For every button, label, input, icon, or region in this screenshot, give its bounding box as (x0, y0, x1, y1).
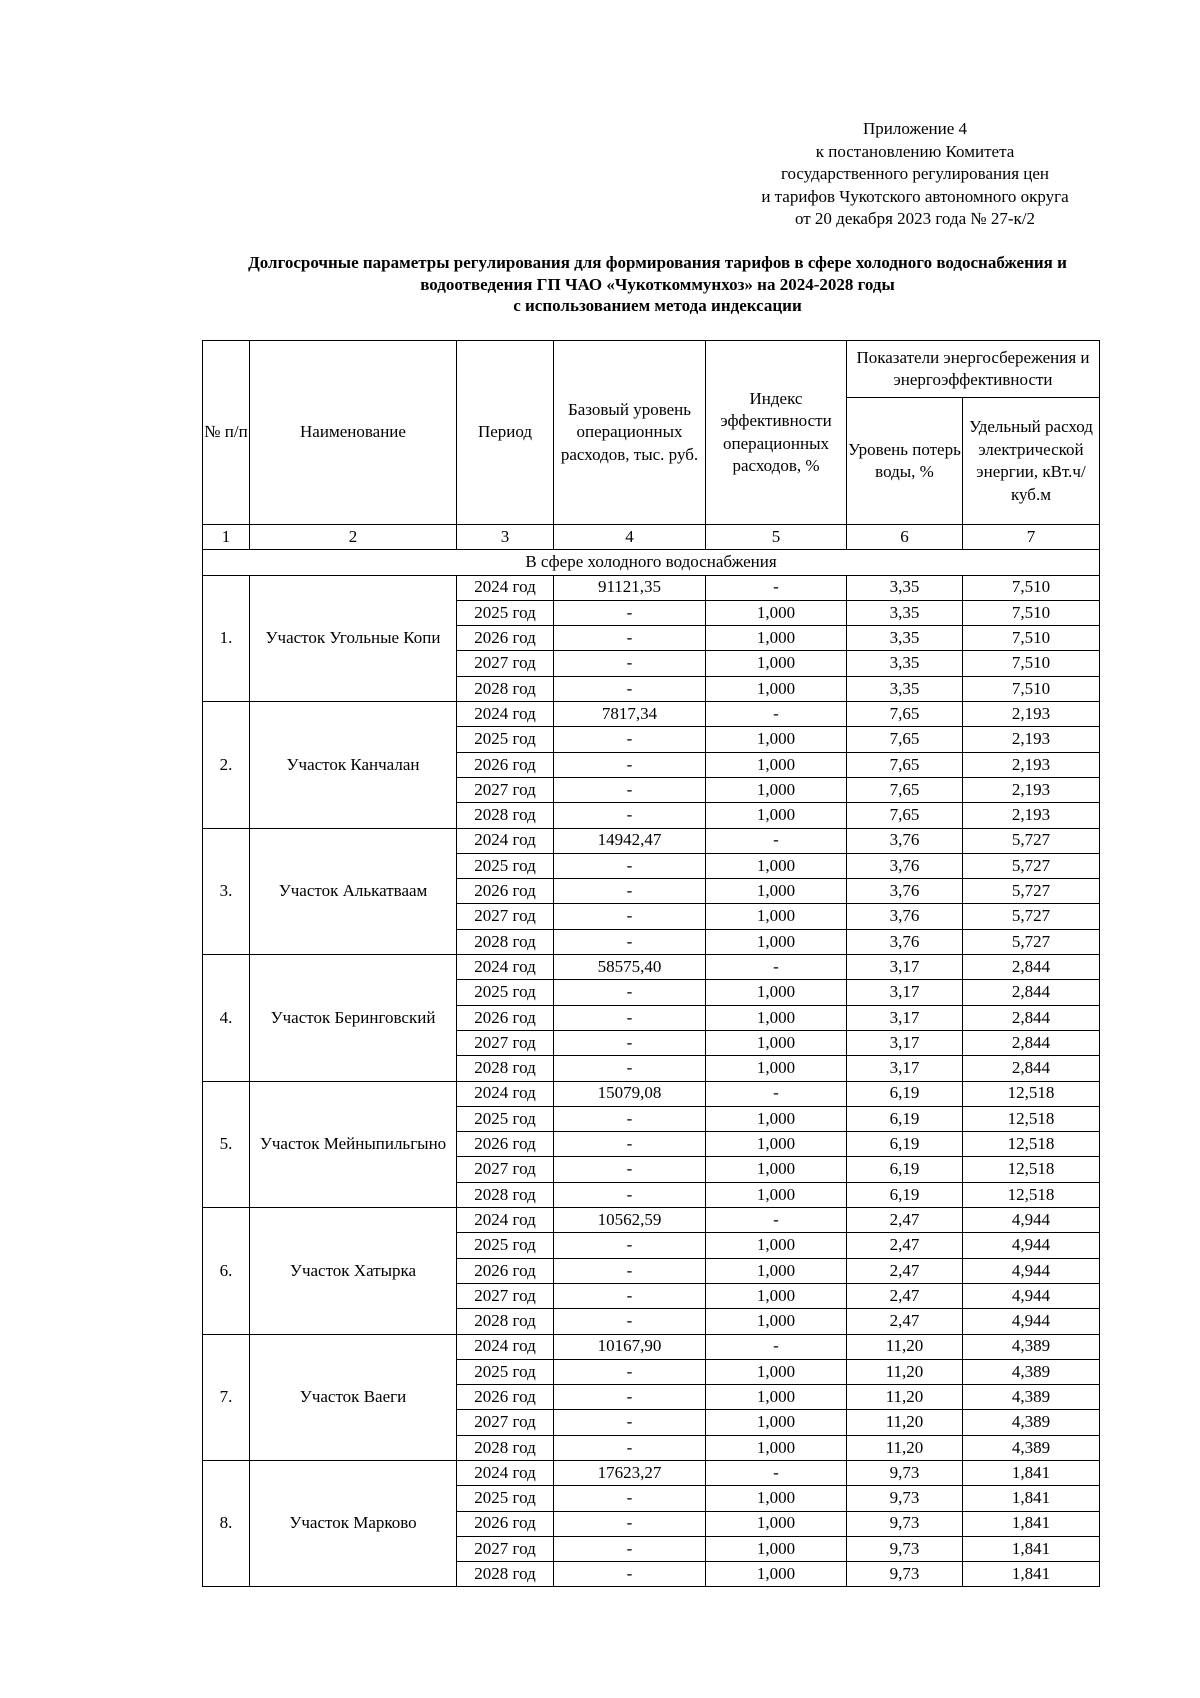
base-level-cell: 10562,59 (554, 1208, 706, 1233)
efficiency-index-cell: 1,000 (706, 651, 847, 676)
energy-cell: 5,727 (963, 929, 1100, 954)
efficiency-index-cell: 1,000 (706, 1283, 847, 1308)
energy-cell: 2,844 (963, 1056, 1100, 1081)
efficiency-index-cell: 1,000 (706, 980, 847, 1005)
water-loss-cell: 2,47 (847, 1208, 963, 1233)
base-level-cell: - (554, 1385, 706, 1410)
base-level-cell: - (554, 651, 706, 676)
period-cell: 2026 год (457, 879, 554, 904)
period-cell: 2024 год (457, 828, 554, 853)
site-number: 8. (203, 1460, 250, 1586)
base-level-cell: - (554, 752, 706, 777)
appendix-line: Приложение 4 (863, 119, 967, 138)
base-level-cell: 17623,27 (554, 1460, 706, 1485)
efficiency-index-cell: 1,000 (706, 1233, 847, 1258)
water-loss-cell: 3,76 (847, 828, 963, 853)
period-cell: 2027 год (457, 777, 554, 802)
water-loss-cell: 9,73 (847, 1460, 963, 1485)
base-level-cell: - (554, 904, 706, 929)
energy-cell: 2,844 (963, 1030, 1100, 1055)
efficiency-index-cell: 1,000 (706, 1132, 847, 1157)
site-name: Участок Канчалан (250, 702, 457, 828)
period-cell: 2027 год (457, 1283, 554, 1308)
site-name: Участок Марково (250, 1460, 457, 1586)
water-loss-cell: 3,35 (847, 626, 963, 651)
table-row (203, 1081, 1100, 1106)
efficiency-index-cell: 1,000 (706, 1005, 847, 1030)
energy-cell: 1,841 (963, 1460, 1100, 1485)
period-cell: 2027 год (457, 1030, 554, 1055)
efficiency-index-cell: 1,000 (706, 1486, 847, 1511)
water-loss-cell: 3,76 (847, 853, 963, 878)
water-loss-cell: 11,20 (847, 1435, 963, 1460)
efficiency-index-cell: - (706, 828, 847, 853)
period-cell: 2024 год (457, 1081, 554, 1106)
base-level-cell: - (554, 727, 706, 752)
site-name: Участок Алькатваам (250, 828, 457, 954)
water-loss-cell: 11,20 (847, 1334, 963, 1359)
period-cell: 2028 год (457, 803, 554, 828)
water-loss-cell: 2,47 (847, 1283, 963, 1308)
header-efficiency-index: Индекс эффективности операционных расходов, % (706, 341, 847, 525)
water-loss-cell: 6,19 (847, 1106, 963, 1131)
efficiency-index-cell: 1,000 (706, 803, 847, 828)
site-number: 6. (203, 1208, 250, 1334)
base-level-cell: 91121,35 (554, 575, 706, 600)
base-level-cell: - (554, 626, 706, 651)
water-loss-cell: 7,65 (847, 702, 963, 727)
column-number: 4 (554, 525, 706, 550)
base-level-cell: 10167,90 (554, 1334, 706, 1359)
efficiency-index-cell: 1,000 (706, 1258, 847, 1283)
efficiency-index-cell: - (706, 1081, 847, 1106)
period-cell: 2028 год (457, 1182, 554, 1207)
energy-cell: 12,518 (963, 1081, 1100, 1106)
period-cell: 2024 год (457, 955, 554, 980)
site-number: 1. (203, 575, 250, 701)
energy-cell: 2,193 (963, 803, 1100, 828)
title-line: Долгосрочные параметры регулирования для формирования тарифов в сфере холодного водоснабжения и (248, 253, 1067, 272)
energy-cell: 12,518 (963, 1132, 1100, 1157)
site-name: Участок Ваеги (250, 1334, 457, 1460)
efficiency-index-cell: - (706, 1334, 847, 1359)
period-cell: 2027 год (457, 904, 554, 929)
energy-cell: 7,510 (963, 626, 1100, 651)
period-cell: 2025 год (457, 1233, 554, 1258)
base-level-cell: - (554, 777, 706, 802)
water-loss-cell: 9,73 (847, 1511, 963, 1536)
site-number: 4. (203, 955, 250, 1081)
base-level-cell: 7817,34 (554, 702, 706, 727)
base-level-cell: - (554, 1410, 706, 1435)
header-num: № п/п (203, 341, 250, 525)
water-loss-cell: 7,65 (847, 727, 963, 752)
period-cell: 2028 год (457, 1056, 554, 1081)
site-name: Участок Мейныпильгыно (250, 1081, 457, 1207)
energy-cell: 7,510 (963, 651, 1100, 676)
water-loss-cell: 7,65 (847, 803, 963, 828)
period-cell: 2026 год (457, 1258, 554, 1283)
energy-cell: 4,389 (963, 1334, 1100, 1359)
header-energy-consumption: Удельный расход электрической энергии, кВт.ч/куб.м (963, 398, 1100, 525)
efficiency-index-cell: 1,000 (706, 1030, 847, 1055)
period-cell: 2027 год (457, 651, 554, 676)
water-loss-cell: 11,20 (847, 1359, 963, 1384)
header-name: Наименование (250, 341, 457, 525)
efficiency-index-cell: 1,000 (706, 600, 847, 625)
energy-cell: 4,944 (963, 1208, 1100, 1233)
efficiency-index-cell: 1,000 (706, 1056, 847, 1081)
energy-cell: 12,518 (963, 1106, 1100, 1131)
period-cell: 2026 год (457, 1132, 554, 1157)
energy-cell: 4,389 (963, 1359, 1100, 1384)
column-number: 6 (847, 525, 963, 550)
base-level-cell: - (554, 803, 706, 828)
table-body (203, 575, 1100, 1587)
water-loss-cell: 3,17 (847, 1030, 963, 1055)
period-cell: 2026 год (457, 1511, 554, 1536)
efficiency-index-cell: 1,000 (706, 1435, 847, 1460)
title-line: водоотведения ГП ЧАО «Чукоткоммунхоз» на 2024-2028 годы (420, 274, 895, 294)
energy-cell: 2,844 (963, 980, 1100, 1005)
base-level-cell: - (554, 1106, 706, 1131)
base-level-cell: - (554, 676, 706, 701)
energy-cell: 2,193 (963, 752, 1100, 777)
site-name: Участок Хатырка (250, 1208, 457, 1334)
period-cell: 2025 год (457, 600, 554, 625)
site-name: Участок Беринговский (250, 955, 457, 1081)
column-number: 3 (457, 525, 554, 550)
period-cell: 2028 год (457, 676, 554, 701)
base-level-cell: - (554, 929, 706, 954)
header-base-level: Базовый уровень операционных расходов, тыс. руб. (554, 341, 706, 525)
base-level-cell: 58575,40 (554, 955, 706, 980)
period-cell: 2025 год (457, 1486, 554, 1511)
water-loss-cell: 6,19 (847, 1157, 963, 1182)
period-cell: 2025 год (457, 980, 554, 1005)
water-loss-cell: 9,73 (847, 1536, 963, 1561)
energy-cell: 1,841 (963, 1536, 1100, 1561)
appendix-line: к постановлению Комитета (815, 141, 1015, 161)
efficiency-index-cell: - (706, 955, 847, 980)
base-level-cell: - (554, 879, 706, 904)
table-row (203, 955, 1100, 980)
water-loss-cell: 3,35 (847, 651, 963, 676)
efficiency-index-cell: 1,000 (706, 676, 847, 701)
base-level-cell: - (554, 1359, 706, 1384)
period-cell: 2025 год (457, 727, 554, 752)
efficiency-index-cell: 1,000 (706, 1106, 847, 1131)
efficiency-index-cell: 1,000 (706, 727, 847, 752)
appendix-line: от 20 декабря 2023 года № 27-к/2 (794, 209, 1036, 229)
period-cell: 2025 год (457, 1359, 554, 1384)
water-loss-cell: 2,47 (847, 1309, 963, 1334)
energy-cell: 4,389 (963, 1385, 1100, 1410)
water-loss-cell: 2,47 (847, 1233, 963, 1258)
document-title (195, 252, 1120, 317)
efficiency-index-cell: 1,000 (706, 1385, 847, 1410)
water-loss-cell: 6,19 (847, 1132, 963, 1157)
period-cell: 2024 год (457, 1334, 554, 1359)
column-number: 2 (250, 525, 457, 550)
energy-cell: 12,518 (963, 1182, 1100, 1207)
base-level-cell: - (554, 600, 706, 625)
water-loss-cell: 3,35 (847, 676, 963, 701)
base-level-cell: - (554, 1132, 706, 1157)
base-level-cell: - (554, 1233, 706, 1258)
period-cell: 2024 год (457, 702, 554, 727)
water-loss-cell: 9,73 (847, 1562, 963, 1587)
base-level-cell: - (554, 1030, 706, 1055)
table-row (203, 828, 1100, 853)
efficiency-index-cell: 1,000 (706, 626, 847, 651)
efficiency-index-cell: 1,000 (706, 853, 847, 878)
period-cell: 2027 год (457, 1536, 554, 1561)
energy-cell: 5,727 (963, 904, 1100, 929)
period-cell: 2025 год (457, 853, 554, 878)
appendix-line: и тарифов Чукотского автономного округа (761, 186, 1069, 206)
base-level-cell: - (554, 1283, 706, 1308)
site-number: 5. (203, 1081, 250, 1207)
water-loss-cell: 3,17 (847, 980, 963, 1005)
energy-cell: 4,944 (963, 1233, 1100, 1258)
energy-cell: 1,841 (963, 1486, 1100, 1511)
efficiency-index-cell: 1,000 (706, 777, 847, 802)
period-cell: 2024 год (457, 1208, 554, 1233)
water-loss-cell: 3,17 (847, 955, 963, 980)
period-cell: 2026 год (457, 626, 554, 651)
tariff-parameters-table (202, 340, 1100, 1587)
base-level-cell: - (554, 1258, 706, 1283)
water-loss-cell: 6,19 (847, 1182, 963, 1207)
energy-cell: 7,510 (963, 575, 1100, 600)
energy-cell: 4,389 (963, 1435, 1100, 1460)
base-level-cell: - (554, 1536, 706, 1561)
energy-cell: 1,841 (963, 1511, 1100, 1536)
table-row (203, 575, 1100, 600)
efficiency-index-cell: - (706, 702, 847, 727)
period-cell: 2028 год (457, 1435, 554, 1460)
base-level-cell: - (554, 1486, 706, 1511)
water-loss-cell: 6,19 (847, 1081, 963, 1106)
water-loss-cell: 3,35 (847, 575, 963, 600)
energy-cell: 5,727 (963, 828, 1100, 853)
efficiency-index-cell: 1,000 (706, 1157, 847, 1182)
efficiency-index-cell: 1,000 (706, 879, 847, 904)
header-water-loss: Уровень потерь воды, % (847, 398, 963, 525)
water-loss-cell: 3,76 (847, 879, 963, 904)
energy-cell: 2,193 (963, 727, 1100, 752)
period-cell: 2027 год (457, 1157, 554, 1182)
header-energy-group: Показатели энергосбережения и энергоэффективности (847, 341, 1100, 398)
water-loss-cell: 3,17 (847, 1056, 963, 1081)
water-loss-cell: 3,35 (847, 600, 963, 625)
header-period: Период (457, 341, 554, 525)
base-level-cell: - (554, 980, 706, 1005)
period-cell: 2024 год (457, 575, 554, 600)
base-level-cell: - (554, 853, 706, 878)
efficiency-index-cell: 1,000 (706, 1536, 847, 1561)
efficiency-index-cell: - (706, 575, 847, 600)
energy-cell: 4,944 (963, 1258, 1100, 1283)
site-name: Участок Угольные Копи (250, 575, 457, 701)
period-cell: 2026 год (457, 752, 554, 777)
site-number: 3. (203, 828, 250, 954)
column-number: 7 (963, 525, 1100, 550)
appendix-line: государственного регулирования цен (780, 164, 1050, 184)
efficiency-index-cell: 1,000 (706, 1359, 847, 1384)
energy-cell: 1,841 (963, 1562, 1100, 1587)
period-cell: 2025 год (457, 1106, 554, 1131)
energy-cell: 2,193 (963, 777, 1100, 802)
efficiency-index-cell: - (706, 1208, 847, 1233)
efficiency-index-cell: 1,000 (706, 1511, 847, 1536)
water-loss-cell: 11,20 (847, 1410, 963, 1435)
water-loss-cell: 7,65 (847, 752, 963, 777)
base-level-cell: - (554, 1056, 706, 1081)
energy-cell: 7,510 (963, 676, 1100, 701)
water-loss-cell: 9,73 (847, 1486, 963, 1511)
energy-cell: 7,510 (963, 600, 1100, 625)
efficiency-index-cell: 1,000 (706, 1182, 847, 1207)
period-cell: 2024 год (457, 1460, 554, 1485)
site-number: 7. (203, 1334, 250, 1460)
period-cell: 2028 год (457, 1309, 554, 1334)
table-row (203, 702, 1100, 727)
table-row (203, 1334, 1100, 1359)
efficiency-index-cell: 1,000 (706, 929, 847, 954)
energy-cell: 5,727 (963, 879, 1100, 904)
period-cell: 2028 год (457, 929, 554, 954)
period-cell: 2026 год (457, 1385, 554, 1410)
table-row (203, 1460, 1100, 1485)
water-loss-cell: 11,20 (847, 1385, 963, 1410)
energy-cell: 12,518 (963, 1157, 1100, 1182)
energy-cell: 2,193 (963, 702, 1100, 727)
water-loss-cell: 7,65 (847, 777, 963, 802)
energy-cell: 4,944 (963, 1309, 1100, 1334)
base-level-cell: - (554, 1562, 706, 1587)
energy-cell: 4,944 (963, 1283, 1100, 1308)
title-line: с использованием метода индексации (513, 296, 802, 315)
base-level-cell: - (554, 1182, 706, 1207)
section-title: В сфере холодного водоснабжения (203, 550, 1100, 575)
base-level-cell: - (554, 1309, 706, 1334)
efficiency-index-cell: 1,000 (706, 904, 847, 929)
water-loss-cell: 2,47 (847, 1258, 963, 1283)
water-loss-cell: 3,17 (847, 1005, 963, 1030)
energy-cell: 4,389 (963, 1410, 1100, 1435)
table-row (203, 1208, 1100, 1233)
energy-cell: 2,844 (963, 1005, 1100, 1030)
base-level-cell: 15079,08 (554, 1081, 706, 1106)
base-level-cell: - (554, 1435, 706, 1460)
base-level-cell: - (554, 1005, 706, 1030)
period-cell: 2027 год (457, 1410, 554, 1435)
efficiency-index-cell: 1,000 (706, 1309, 847, 1334)
base-level-cell: - (554, 1157, 706, 1182)
efficiency-index-cell: - (706, 1460, 847, 1485)
base-level-cell: - (554, 1511, 706, 1536)
base-level-cell: 14942,47 (554, 828, 706, 853)
efficiency-index-cell: 1,000 (706, 1410, 847, 1435)
energy-cell: 2,844 (963, 955, 1100, 980)
efficiency-index-cell: 1,000 (706, 1562, 847, 1587)
water-loss-cell: 3,76 (847, 929, 963, 954)
period-cell: 2028 год (457, 1562, 554, 1587)
period-cell: 2026 год (457, 1005, 554, 1030)
appendix-header (680, 118, 1150, 231)
site-number: 2. (203, 702, 250, 828)
energy-cell: 5,727 (963, 853, 1100, 878)
column-number: 1 (203, 525, 250, 550)
efficiency-index-cell: 1,000 (706, 752, 847, 777)
column-number: 5 (706, 525, 847, 550)
water-loss-cell: 3,76 (847, 904, 963, 929)
